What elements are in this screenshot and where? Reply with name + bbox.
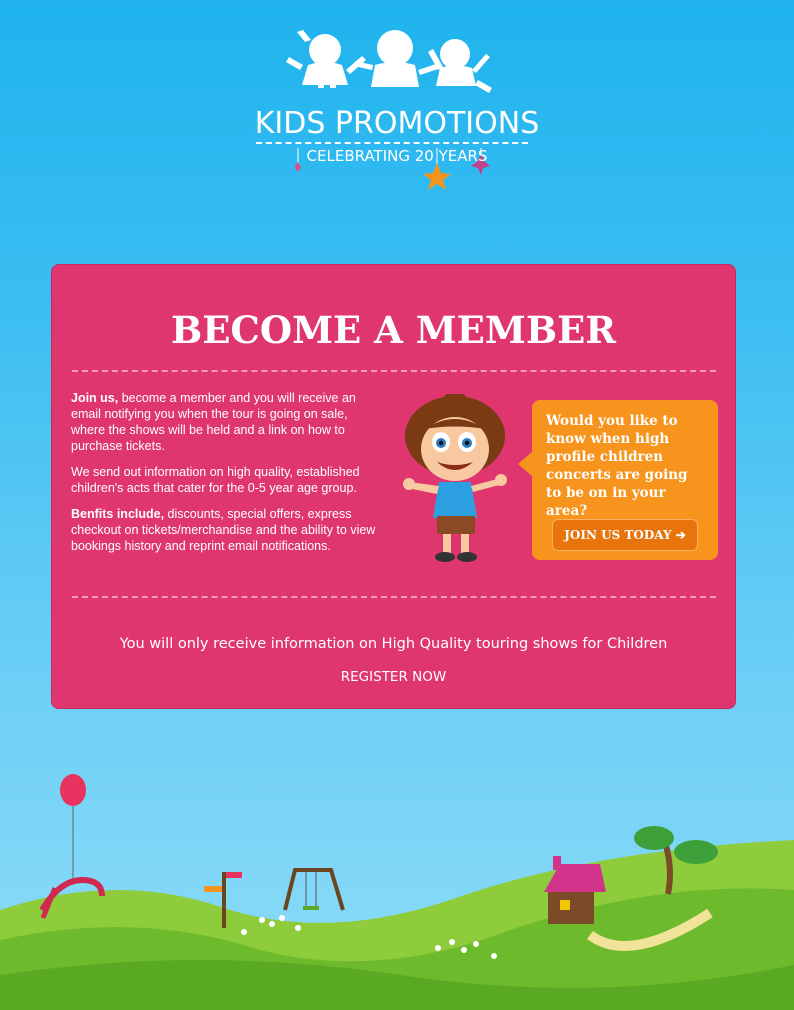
intro-paragraph [71, 390, 376, 454]
join-speech-bubble [532, 400, 718, 560]
intro-text-block [71, 390, 376, 564]
register-now-link[interactable]: REGISTER NOW [340, 669, 447, 685]
benefits-text: discounts, special offers, express checkout on tickets/merchandise and the ability to view bookings history and reprint email notifications. [71, 507, 376, 553]
card-title: BECOME A MEMBER [170, 308, 617, 352]
bubble-text: Would you like to know when high profile children concerts are going to be on in your area? [546, 413, 688, 519]
benefits-bold: Benfits include, [71, 507, 165, 521]
intro-bold: Join us, [71, 391, 119, 405]
landscape-illustration-icon [0, 760, 794, 1010]
intro-text: become a member and you will receive an email notifying you when the tour is going on sale, where the shows will be held and a link on how to purchase tickets. [71, 391, 356, 453]
member-card [51, 264, 736, 709]
logo-subtitle: CELEBRATING 20 YEARS [306, 147, 488, 165]
bottom-divider [72, 596, 716, 598]
info-paragraph: We send out information on high quality, established children's acts that cater for the 0-5 year age group. [71, 465, 360, 495]
top-divider [72, 370, 716, 372]
logo-divider [256, 142, 528, 144]
kid-character-icon [403, 394, 507, 564]
logo-title: KIDS PROMOTIONS [254, 106, 540, 141]
site-logo[interactable] [0, 20, 794, 200]
join-us-today-button[interactable]: JOIN US TODAY ➔ [552, 519, 698, 551]
quality-notice: You will only receive information on High Quality touring shows for Children [119, 636, 668, 652]
benefits-paragraph [71, 506, 376, 554]
